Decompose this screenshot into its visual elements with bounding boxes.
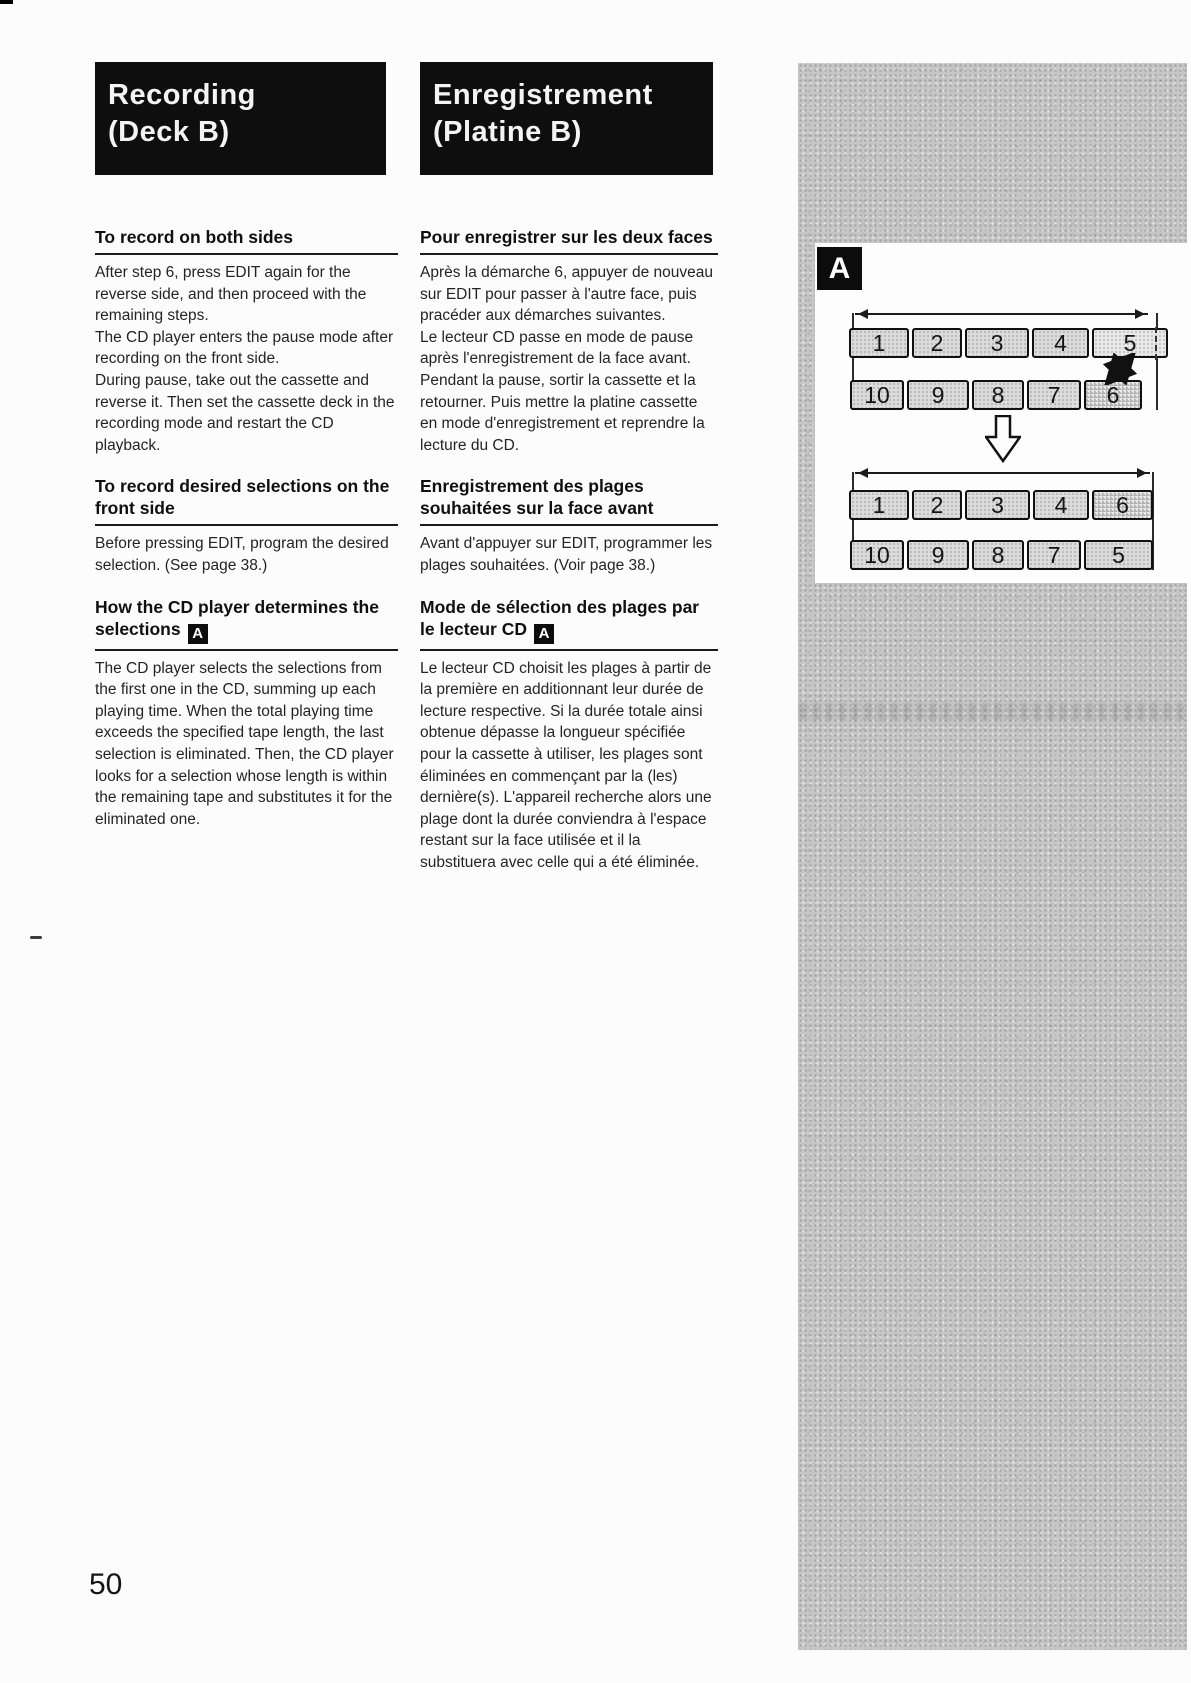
track-box-substitute: 6 (1092, 490, 1153, 520)
track-box: 10 (850, 380, 904, 410)
down-arrow-icon (985, 415, 1021, 463)
section-heading-text: Pour enregistrer sur les deux faces (420, 227, 713, 247)
body-paragraph: Avant d'appuyer sur EDIT, programmer les plages souhaitées. (Voir page 38.) (420, 535, 713, 574)
body-paragraph: After step 6, press EDIT again for the reverse side, and then proceed with the remaining steps. (95, 264, 367, 325)
section-heading-text: How the CD player determines the selections (95, 596, 379, 639)
track-box: 8 (972, 380, 1024, 410)
track-box: 9 (907, 540, 969, 570)
body-paragraph: The CD player enters the pause mode after recording on the front side. (95, 328, 394, 368)
section-heading-text: Enregistrement des plages souhaitées sur la face avant (420, 476, 654, 519)
section-cd-selections-en (95, 596, 398, 831)
diagram-a (815, 243, 1187, 583)
track-box: 10 (850, 540, 904, 570)
track-box-substitute: 6 (1084, 380, 1142, 410)
header-english (95, 62, 386, 175)
track-box: 1 (849, 328, 909, 358)
figure-ref-badge-a: A (534, 624, 554, 644)
diagram-label-a: A (817, 247, 862, 290)
track-row-reverse-after (850, 540, 1153, 570)
header-french-line2: (Platine B) (433, 116, 582, 148)
track-box: 8 (972, 540, 1024, 570)
section-heading-text: Mode de sélection des plages par le lecteur CD (420, 596, 700, 639)
header-french-line1: Enregistrement (433, 79, 653, 111)
track-row-front-after (849, 490, 1153, 520)
track-row-reverse-before (850, 380, 1142, 410)
section-heading (95, 596, 398, 651)
body-paragraph: Pendant la pause, sortir la cassette et la retourner. Puis mettre la platine cassette en mode d'enregistrement et reprendre la lecture du CD. (420, 371, 705, 454)
track-box: 2 (912, 328, 962, 358)
body-paragraph: Après la démarche 6, appuyer de nouveau sur EDIT pour passer à l'autre face, puis pracéder aux démarches suivantes. (420, 264, 713, 325)
scan-mark-dash (30, 936, 42, 939)
figure-ref-badge-a: A (188, 624, 208, 644)
track-box: 3 (965, 490, 1030, 520)
french-column (420, 226, 718, 892)
body-paragraph: Before pressing EDIT, program the desired selection. (See page 38.) (95, 535, 389, 574)
track-box: 5 (1084, 540, 1153, 570)
section-record-both-sides-en (95, 226, 398, 456)
swap-arrow-icon (1103, 353, 1137, 385)
body-paragraph: Le lecteur CD choisit les plages à partir de la première en additionnant leur durée de lecture respective. Si la durée totale ainsi obtenue dépasse la longueur spécifiée pour la cassette à utiliser, les plages sont éliminées en commençant par la (les) dernière(s). L'appareil recherche alors une plage dont la durée conviendra à l'espace restant sur la face utilisée et il la substituera avec celle qui a été éliminée. (420, 659, 712, 871)
body-paragraph: The CD player selects the selections from the first one in the CD, summing up each playing time. When the total playing time exceeds the specified tape length, the last selection is eliminated. Then, the CD player looks for a selection whose length is within the remaining tape and substitutes it for the eliminated one. (95, 659, 394, 828)
section-heading (420, 226, 718, 255)
section-record-front-side-fr (420, 475, 718, 576)
header-french (420, 62, 713, 175)
track-box: 2 (912, 490, 962, 520)
track-box: 7 (1027, 540, 1081, 570)
header-english-line1: Recording (108, 79, 256, 111)
scan-mark-top-left (0, 0, 13, 4)
section-heading-text: To record on both sides (95, 227, 294, 247)
section-heading (420, 596, 718, 651)
section-heading-text: To record desired selections on the front side (95, 476, 390, 519)
body-paragraph: Le lecteur CD passe en mode de pause après l'enregistrement de la face avant. (420, 328, 694, 368)
section-heading (420, 475, 718, 526)
track-box: 9 (907, 380, 969, 410)
tape-end-dashed-line (1155, 327, 1157, 360)
english-column (95, 226, 398, 849)
body-paragraph: During pause, take out the cassette and reverse it. Then set the cassette deck in the recording mode and restart the CD playback. (95, 371, 395, 454)
track-box: 7 (1027, 380, 1081, 410)
track-box: 1 (849, 490, 909, 520)
track-box-overflow: 5 (1092, 328, 1168, 358)
track-box: 4 (1033, 490, 1089, 520)
track-box: 3 (965, 328, 1029, 358)
track-box: 4 (1032, 328, 1089, 358)
scan-noise-band (800, 703, 1185, 721)
section-heading (95, 475, 398, 526)
section-record-both-sides-fr (420, 226, 718, 456)
tape-length-arrow (855, 472, 1150, 474)
section-heading (95, 226, 398, 255)
section-record-front-side-en (95, 475, 398, 576)
page-number: 50 (89, 1568, 123, 1601)
tape-length-arrow (855, 313, 1148, 315)
section-cd-selections-fr (420, 596, 718, 874)
header-english-line2: (Deck B) (108, 116, 230, 148)
